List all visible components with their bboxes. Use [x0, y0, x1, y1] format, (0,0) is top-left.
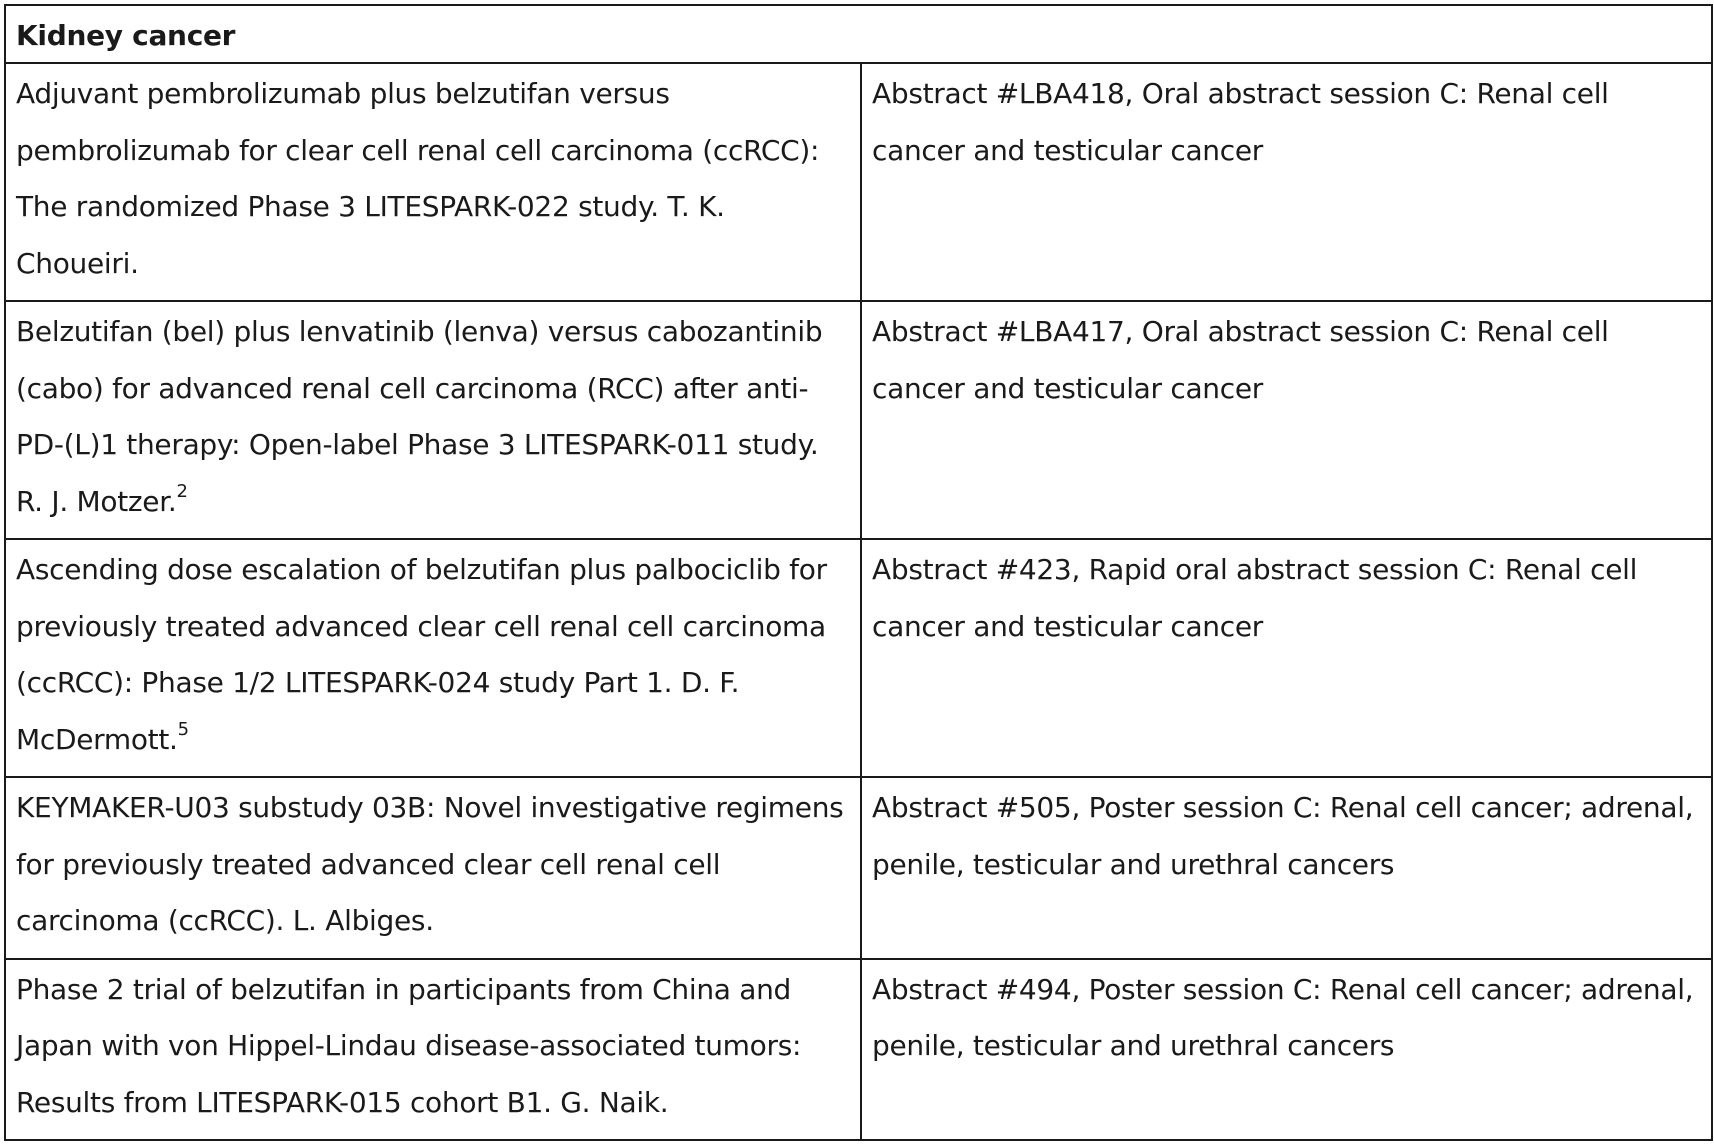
abstract-session: Abstract #494, Poster session C: Renal cell cancer; adrenal, penile, testicular and urethral cancers — [872, 972, 1694, 1062]
abstract-title-cell — [5, 777, 861, 959]
abstract-session-cell — [861, 539, 1712, 777]
abstracts-table-container — [4, 4, 1711, 1141]
table-row — [5, 63, 1712, 301]
abstract-session: Abstract #505, Poster session C: Renal cell cancer; adrenal, penile, testicular and urethral cancers — [872, 791, 1694, 881]
abstract-title-cell — [5, 63, 861, 301]
table-row — [5, 301, 1712, 539]
section-title: Kidney cancer — [5, 5, 1712, 63]
abstract-title: KEYMAKER-U03 substudy 03B: Novel investigative regimens for previously treated advanced clear cell renal cell carcinoma (ccRCC). L. Albiges. — [16, 791, 844, 937]
abstract-title: Phase 2 trial of belzutifan in participants from China and Japan with von Hippel-Lindau disease-associated tumors: Results from LITESPARK-015 cohort B1. G. Naik. — [16, 972, 802, 1119]
abstracts-table — [4, 4, 1713, 1141]
abstract-session: Abstract #LBA417, Oral abstract session C: Renal cell cancer and testicular cancer — [872, 315, 1609, 405]
abstract-title: Ascending dose escalation of belzutifan plus palbociclib for previously treated advanced clear cell renal cell carcinoma (ccRCC): Phase 1/2 LITESPARK-024 study Part 1. D. F. McDermott. — [16, 553, 827, 756]
abstract-title-cell — [5, 959, 861, 1141]
table-row — [5, 539, 1712, 777]
abstract-title-cell — [5, 301, 861, 539]
table-header-row — [5, 5, 1712, 63]
table-row — [5, 959, 1712, 1141]
footnote-marker: 2 — [176, 480, 188, 502]
abstract-title: Belzutifan (bel) plus lenvatinib (lenva) versus cabozantinib (cabo) for advanced renal cell carcinoma (RCC) after anti-PD-(L)1 therapy: Open-label Phase 3 LITESPARK-011 study. R. J. Motzer. — [16, 315, 823, 518]
abstract-session-cell — [861, 63, 1712, 301]
abstract-title-cell — [5, 539, 861, 777]
abstract-session: Abstract #LBA418, Oral abstract session C: Renal cell cancer and testicular cancer — [872, 77, 1609, 167]
abstract-session: Abstract #423, Rapid oral abstract session C: Renal cell cancer and testicular cancer — [872, 553, 1638, 643]
abstract-session-cell — [861, 777, 1712, 959]
abstract-title: Adjuvant pembrolizumab plus belzutifan versus pembrolizumab for clear cell renal cell carcinoma (ccRCC): The randomized Phase 3 LITESPARK-022 study. T. K. Choueiri. — [16, 77, 820, 280]
abstract-session-cell — [861, 301, 1712, 539]
footnote-marker: 5 — [177, 718, 189, 740]
abstract-session-cell — [861, 959, 1712, 1141]
table-row — [5, 777, 1712, 959]
